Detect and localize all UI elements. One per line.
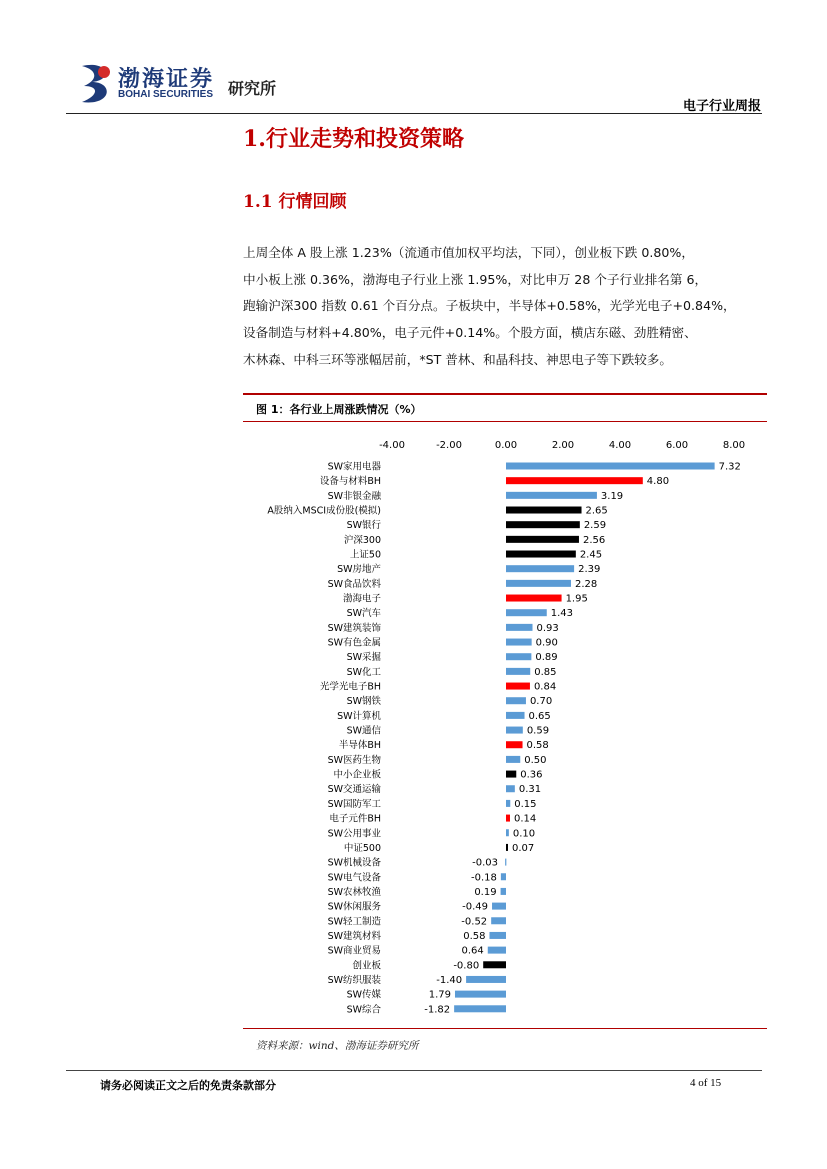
data-label: 0.90 — [535, 637, 558, 649]
data-label: 0.36 — [520, 769, 543, 781]
data-label: 2.65 — [585, 505, 608, 517]
chart-bar — [506, 463, 715, 470]
data-label: 2.39 — [578, 564, 601, 576]
paragraph-line: 跑输沪深300 指数 0.61 个百分点。子板块中，半导体+0.58%，光学光电子+0.84%， — [243, 298, 736, 314]
page-number: 4 of 15 — [690, 1077, 722, 1089]
category-label: SW食品饮料 — [327, 578, 381, 590]
header-divider — [66, 113, 762, 114]
category-label: A股纳入MSCI成份股(模拟) — [267, 505, 381, 517]
category-label: 沪深300 — [343, 534, 381, 546]
data-label: 0.58 — [463, 930, 486, 942]
chart-bar — [506, 683, 530, 690]
data-label: 4.80 — [646, 476, 670, 488]
category-label: 上证50 — [349, 549, 381, 561]
x-tick-label: 2.00 — [551, 440, 575, 451]
data-label: 0.50 — [524, 754, 547, 766]
data-label: -0.18 — [470, 872, 497, 884]
data-label: 0.31 — [518, 784, 542, 796]
brand-logo — [78, 62, 298, 106]
data-label: -0.49 — [462, 901, 489, 913]
data-label: 2.45 — [579, 549, 603, 561]
chart-bar — [501, 888, 506, 895]
category-label: SW非银金融 — [327, 490, 381, 502]
category-label: 设备与材料BH — [319, 476, 381, 488]
chart-bar — [506, 668, 530, 675]
category-label: SW通信 — [346, 725, 381, 737]
category-label: SW建筑装饰 — [327, 622, 381, 634]
chart-bar — [506, 785, 515, 792]
x-tick-label: 4.00 — [608, 440, 632, 451]
chart-bar — [506, 829, 509, 836]
chart-bar — [506, 756, 520, 763]
chart-bar — [506, 477, 643, 484]
data-label: 2.59 — [583, 520, 607, 532]
data-label: 0.89 — [535, 652, 558, 664]
chart-bar — [506, 697, 526, 704]
data-label: 0.84 — [533, 681, 557, 693]
chart-bar — [506, 595, 562, 602]
category-label: SW钢铁 — [346, 696, 381, 708]
figure-bottom-rule — [243, 1028, 767, 1029]
category-label: SW家用电器 — [327, 461, 381, 473]
data-label: 0.85 — [534, 666, 557, 678]
data-label: 0.70 — [529, 696, 553, 708]
chart-bar — [483, 961, 506, 968]
footer-divider — [66, 1070, 762, 1071]
chart-bar — [506, 521, 580, 528]
data-label: 1.79 — [428, 989, 451, 1001]
chart-bar — [491, 917, 506, 924]
report-type: 电子行业周报 — [682, 99, 761, 114]
section-title: 1.行业走势和投资策略 — [243, 126, 464, 152]
chart-bar — [506, 771, 516, 778]
chart-bar — [506, 800, 510, 807]
data-label: 0.10 — [512, 828, 536, 840]
chart-bar — [506, 507, 582, 514]
category-label: SW银行 — [346, 520, 381, 532]
x-tick-label: 6.00 — [665, 440, 689, 451]
data-label: 0.19 — [474, 886, 497, 898]
category-label: SW纺织服装 — [327, 974, 381, 986]
data-label: 0.93 — [536, 622, 559, 634]
chart-bar — [506, 492, 597, 499]
chart-bar — [455, 991, 506, 998]
paragraph-line: 上周全体 A 股上涨 1.23%（流通市值加权平均法，下同），创业板下跌 0.80%， — [243, 245, 694, 260]
figure-source: 资料来源：wind、渤海证券研究所 — [256, 1040, 419, 1052]
chart-bar — [489, 932, 506, 939]
data-label: -1.40 — [436, 974, 463, 986]
category-label: SW商业贸易 — [327, 945, 381, 957]
chart-bar — [506, 536, 579, 543]
category-label: 中小企业板 — [333, 769, 381, 781]
category-label: SW电气设备 — [327, 872, 381, 884]
category-label: SW轻工制造 — [327, 916, 381, 928]
brand-name-cn: 渤海证券 — [118, 66, 215, 92]
chart-bar — [501, 873, 506, 880]
disclaimer-note: 请务必阅读正文之后的免责条款部分 — [100, 1079, 276, 1092]
body-paragraph — [243, 240, 773, 374]
data-label: 0.59 — [526, 725, 550, 737]
chart-bar — [454, 1005, 506, 1012]
chart-bar — [506, 815, 510, 822]
x-tick-label: -4.00 — [379, 440, 405, 451]
category-label: SW国防军工 — [327, 798, 381, 810]
chart-bar — [488, 947, 506, 954]
chart-bar — [506, 609, 547, 616]
chart-bar — [506, 741, 523, 748]
data-label: 3.19 — [600, 490, 624, 502]
category-label: SW有色金属 — [327, 637, 381, 649]
bohai-logo-icon — [78, 62, 114, 106]
category-label: SW计算机 — [337, 710, 381, 722]
data-label: 0.07 — [511, 842, 535, 854]
category-label: SW综合 — [346, 1004, 381, 1016]
category-label: SW化工 — [346, 666, 381, 678]
figure-top-rule — [243, 393, 767, 395]
data-label: 0.14 — [513, 813, 537, 825]
paragraph-line: 中小板上涨 0.36%，渤海电子行业上涨 1.95%，对比申万 28 个子行业排名第 6， — [243, 271, 708, 287]
chart-bar — [506, 551, 576, 558]
data-label: 2.56 — [582, 534, 606, 546]
data-label: 1.43 — [550, 608, 574, 620]
institute-label: 研究所 — [228, 79, 277, 98]
category-label: 创业板 — [352, 960, 381, 972]
category-label: SW机械设备 — [327, 857, 381, 869]
category-label: SW医药生物 — [327, 754, 381, 766]
figure-title-rule — [243, 421, 767, 422]
chart-bar — [506, 653, 531, 660]
category-label: 电子元件BH — [329, 813, 381, 825]
figure-title: 图 1：各行业上周涨跌情况（%） — [256, 403, 422, 416]
paragraph-line: 设备制造与材料+4.80%，电子元件+0.14%。个股方面，横店东磁、劲胜精密、 — [243, 325, 697, 341]
data-label: -0.52 — [461, 916, 488, 928]
chart-bar — [506, 580, 571, 587]
x-tick-label: 8.00 — [722, 440, 746, 451]
chart-bar — [506, 727, 523, 734]
data-label: 0.58 — [526, 740, 549, 752]
chart-bar — [466, 976, 506, 983]
category-label: SW交通运输 — [327, 784, 381, 796]
chart-bar — [506, 639, 532, 646]
paragraph-line: 木林森、中科三环等涨幅居前，*ST 普林、和晶科技、神思电子等下跌较多。 — [243, 351, 672, 367]
chart-bar — [506, 565, 574, 572]
category-label: SW传媒 — [346, 989, 381, 1001]
category-label: 中证500 — [343, 842, 381, 854]
data-label: 2.28 — [574, 578, 598, 590]
category-label: SW汽车 — [346, 608, 381, 620]
data-label: 0.65 — [528, 710, 551, 722]
chart-bar — [506, 844, 508, 851]
data-label: 7.32 — [718, 461, 741, 473]
chart-bar — [506, 712, 525, 719]
chart-bar — [492, 903, 506, 910]
data-label: 0.64 — [461, 945, 484, 957]
category-label: 渤海电子 — [342, 593, 381, 605]
subsection-title: 1.1 行情回顾 — [243, 192, 347, 212]
category-label: SW农林牧渔 — [327, 886, 381, 898]
x-tick-label: 0.00 — [494, 440, 518, 451]
industry-weekly-change-chart — [243, 425, 767, 1025]
brand-name-en: BOHAI SECURITIES — [118, 89, 214, 100]
category-label: SW房地产 — [337, 564, 381, 576]
chart-bar — [505, 859, 506, 866]
data-label: -0.80 — [453, 960, 480, 972]
data-label: 1.95 — [565, 593, 588, 605]
category-label: SW公用事业 — [327, 828, 381, 840]
x-tick-label: -2.00 — [436, 440, 462, 451]
data-label: 0.15 — [514, 798, 537, 810]
data-label: -0.03 — [472, 857, 498, 869]
category-label: SW休闲服务 — [327, 901, 381, 913]
category-label: 光学光电子BH — [319, 681, 381, 693]
category-label: SW建筑材料 — [327, 930, 381, 942]
chart-bar — [506, 624, 533, 631]
data-label: -1.82 — [424, 1004, 451, 1016]
category-label: SW采掘 — [346, 652, 381, 664]
category-label: 半导体BH — [338, 740, 381, 752]
